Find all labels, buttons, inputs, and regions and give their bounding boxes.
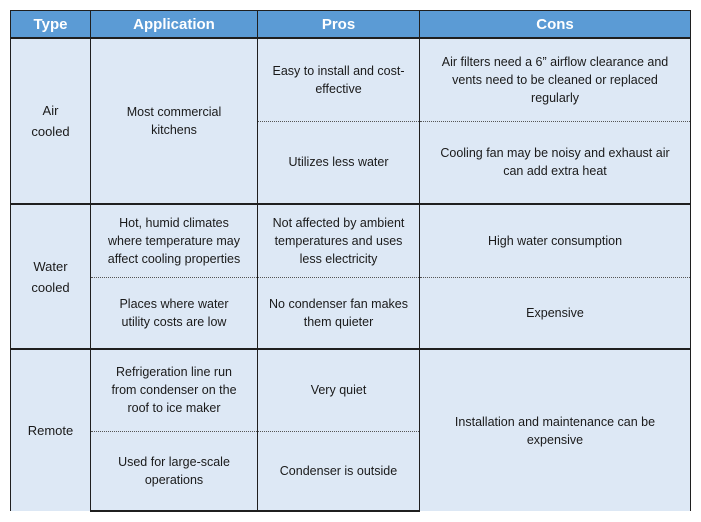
ice-maker-comparison-table: [10, 10, 691, 512]
cons-cell: High water consumption: [420, 204, 691, 277]
pros-cell: Utilizes less water: [258, 121, 420, 204]
cons-cell: Cooling fan may be noisy and exhaust air can add extra heat: [420, 121, 691, 204]
pros-cell: Condenser is outside: [258, 431, 420, 511]
cons-cell: Air filters need a 6” airflow clearance and vents need to be cleaned or replaced regularly: [420, 38, 691, 121]
table-row: [11, 349, 691, 431]
application-cell: Places where water utility costs are low: [91, 277, 258, 349]
table-row: [11, 38, 691, 121]
application-cell: Used for large-scale operations: [91, 431, 258, 511]
type-cell: Water cooled: [11, 204, 91, 349]
header-type: Type: [11, 11, 91, 39]
application-cell: Hot, humid climates where temperature may affect cooling properties: [91, 204, 258, 277]
header-cons: Cons: [420, 11, 691, 39]
cons-cell: Installation and maintenance can be expensive: [420, 349, 691, 511]
pros-cell: Easy to install and cost- effective: [258, 38, 420, 121]
type-cell: Air cooled: [11, 38, 91, 204]
pros-cell: Not affected by ambient temperatures and uses less electricity: [258, 204, 420, 277]
table-row: [11, 204, 691, 277]
pros-cell: No condenser fan makes them quieter: [258, 277, 420, 349]
header-pros: Pros: [258, 11, 420, 39]
application-cell: Most commercial kitchens: [91, 38, 258, 204]
pros-cell: Very quiet: [258, 349, 420, 431]
type-cell: Remote: [11, 349, 91, 511]
cons-cell: Expensive: [420, 277, 691, 349]
table-row: [11, 277, 691, 349]
application-cell: Refrigeration line run from condenser on the roof to ice maker: [91, 349, 258, 431]
header-application: Application: [91, 11, 258, 39]
header-row: [11, 11, 691, 39]
